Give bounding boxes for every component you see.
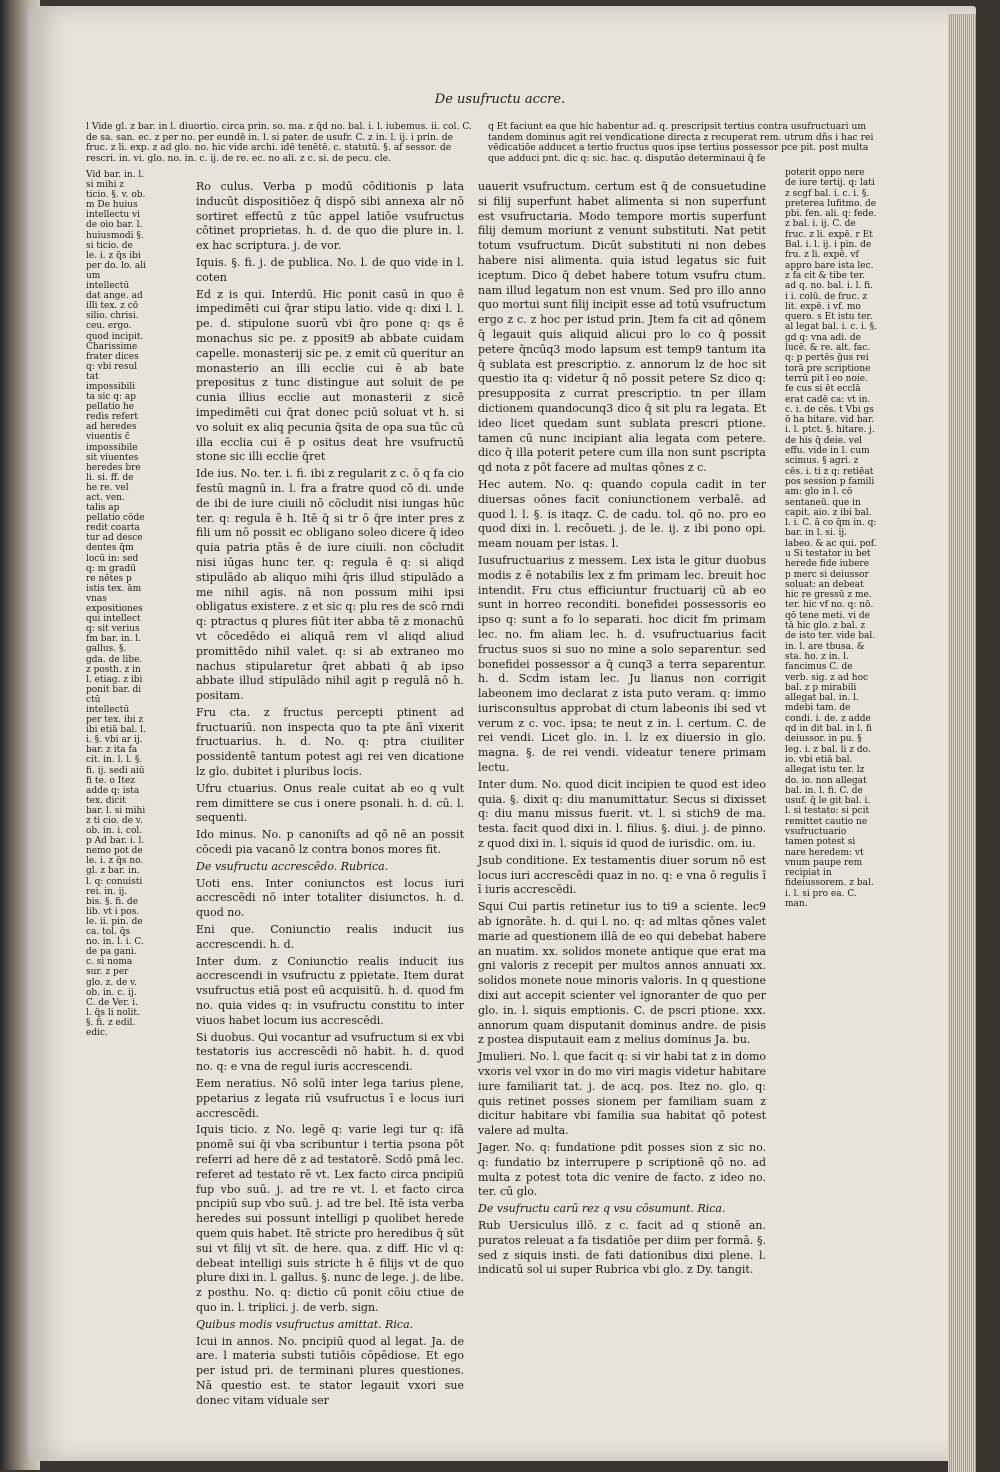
paragraph: Hec autem. No. q: quando copula cadit in ter diuersas oōnes facit coniunctionem verbalē. ad quod l. l. §. is itaqz. C. de cadu. tol. qō no. pro eo quod dixi in. l. recōueti. j. de le. ij. z ibi pono opi. meam nouam per istas. l. [478,477,766,551]
paragraph: Eem neratius. Nō solū inter lega tarius plene, ppetarius z legata riū vsufructus ī e locus iuri accrescēdi. [196,1077,464,1120]
running-title: De usufructu accre. [434,92,566,107]
paragraph: Squi Cui partis retinetur ius to ti9 a sciente. lec9 ab ignorāte. h. d. qui l. no. q: ad mltas qōnes valet marie ad questionem illā de eo qui debebat habere an nuatim. xx. solidos monete antique que erat ma gni valoris z recepit per multos annos annuati xx. solidos monete noue minoris valoris. In q questione dixi aut accepit scienter vel ignoranter de quo per glo. in. l. siquis emptionis. C. de pscri ptione. xxx. annorum quam disputanit dominus andre. de pisis z postea disputauit eam z melius dominus Ja. bu. [478,900,766,1047]
paragraph: Iusufructuarius z messem. Lex ista le gitur duobus modis z ē notabilis lex z fm primam lec. breuit hoc intendit. Fru ctus efficiuntur fructuarij cū ab eo sunt in horreo reconditi. bonefidei possessoris eo ipso q: sunt a fo lo separati. hoc dicit fm primam lec. no. fm aliam lec. h. d. vsufructuarius facit fructus suos si suo no mine a solo separentur. sed bonefidei possessor a q̄ cunq3 a terra separentur. h. d. Scdm istam lec. Ju lianus non corrigit labeonem imo declarat z ista puto veram. q: immo iurisconsultus approbat di ctum labeonis ibi sed vt verum z c. voc. ipsa; te neut z in. l. certum. C. de rei vendi. Licet glo. in. l. lz ex diuersio in glo. magna. §. de rei vendi. videatur tenere primam lectu. [478,553,766,775]
page-edge-stack [948,14,976,1472]
main-column-left [196,180,464,1407]
paragraph: Jmulieri. No. l. que facit q: si vir habi tat z in domo vxoris vel vxor in do mo viri magis videtur habitare iure familiarit tat. j. de acq. pos. Itez no. glo. q: quis retinet posses sionem per familiam suam z dicitur habitare vbi familia sua habitat qō potest valere ad multa. [478,1050,766,1138]
paragraph: Uoti ens. Inter coniunctos est locus iuri accrescēdi nō inter totaliter disiunctos. h. d. quod no. [196,876,464,920]
paragraph: Jsub conditione. Ex testamentis diuer sorum nō est locus iuri accrescēdi quaz in no. q: e vna ō regulis ī ī iuris accrescēdi. [478,853,766,897]
paragraph: Ed z is qui. Interdū. Hic ponit casū in quo ē impedimēti cui q̄rar stipu latio. vide q: dixi l. l. pe. d. stipulone suorū vbi q̄ro pone q: qs ē monachus sic pe. z pposit9 ab abbate cuidam capelle. monasterij sic pe. z emit cū queritur an monasterio an illi ecclie cui ē ab bate prepositus z tunc distingue aut soluit de pe cunia illius ecclie aut monasterii z sicē impedimēti cui q̄rat donec pciū soluat vt h. si vo soluit ex aliq pecunia q̄sita de opa sua tūc cū illa ecclia cui ē p ositus deat hre vsufructū stone sic illi ecclie q̄ret [196,287,464,464]
paragraph: Iquis ticio. z No. legē q: varie legi tur q: ifā pnomē sui q̄i vba scribuntur i tertia psona pōt referri ad here dē z ad testatorē. Scdō pmā lec. referet ad testato rē vt. Lex facto circa pncipiū fup vbo suū. j. ad tre re vt. l. et facto circa pncipiū sup vbo suū. j. ad tre bel. Itē ista verba heredes sui possunt intelligi p quolibet herede quem quis habet. Itē stricte pro heredibus q̄ sūt sui vt filij vt sīt. de here. qua. z diff. Hic vl q: debeat intelligi suis stricte h ē filijs vt de quo plure dixi in. l. gallus. §. nunc de lege. j. de libe. z posthu. No. q: dictio cū ponit cōiu ctiue de quo in. l. triplici. j. de verb. sign. [196,1123,464,1314]
paragraph: Ufru ctuarius. Onus reale cuitat ab eo q vult rem dimittere se cus i onere psonali. h. d. cū. l. sequenti. [196,781,464,825]
rubric-heading: De vsufructu accrescēdo. Rubrica. [196,859,389,873]
paragraph: Inter dum. No. quod dicit incipien te quod est ideo quia. §. dixit q: diu manumittatur. Secus si dixisset q: diu manu missus fuerit. vt. l. si stich9 de ma. testa. facit quod dixi in. l. filius. §. diui. j. de pinno. z quod dixi in. l. siquis id quod de iurisdic. om. iu. [478,777,766,851]
paragraph: Rub Uersiculus illō. z c. facit ad q stionē an. puratos releuat a fa tisdatiōe per diim per formā. §. sed z siquis insti. de fati dationibus dixi plene. l. indicatū sol ui super Rubrica vbi glo. z Dy. tangit. [478,1218,766,1277]
main-column-right [478,180,766,1300]
paragraph: Iquis. §. fi. j. de publica. No. l. de quo vide in l. coten [196,255,464,284]
rubric-heading: Quibus modis vsufructus amittat. Rica. [196,1317,414,1331]
top-gloss-left: l Vide gl. z bar. in l. diuortio. circa prin. so. ma. z q̄d no. bal. i. l. iubemus. ii. col. C. de sa. san. ec. z per no. per eundē in. l. si pater. de usufr. C. z in. l. ij. i prin. de fruc. z li. exp. z ad glo. no. hic vide archi. idē tenētē. c. statutū. §. af sessor. de rescri. in. vi. glo. no. in. c. ij. de re. ec. no ali. z c. si. de pecu. cle. [86,121,472,164]
paragraph: Eni que. Coniunctio realis inducit ius accrescendi. h. d. [196,923,464,951]
rubric-heading: De vsufructu carū rez q vsu cōsumunt. Rica. [478,1202,726,1216]
paragraph: Ro culus. Verba p modū cōditionis p lata inducūt dispositiōez q̄ dispō sibi annexa alr nō sortiret effectū z tūc appel latiōe vsufructus cōtinet proprietas. h. d. de quo die plure in. l. ex hac scriptura. j. de vor. [196,180,464,253]
top-gloss-right: q Et faciunt ea que hic habentur ad. q. prescripsit tertius contra usufructuari um tandem dominus agit rei vendicatione directa z recuperat rem. utrum dñs i hac rei vēdicatiōe adducet a tertio fructus quos ipse tertius possessor pce pit. post multa que adduci pnt. dic q: sic. hac. q. disputāo determinaui q̄ fe [488,121,874,164]
right-margin-gloss: poterit oppo nere de iure tertij. q: lati z scgf bal. i. c. i. §. preterea lufitmo. de pbi. fen. ali. q: fede. z bal. i. ij. C. de fruc. z li. expē. r Et Bal. i. l. ij. i pin. de fru. z li. expē. vf appro bare ista lec. z fa cit & tibe ter. ad q. no. bal. i. l. fi. i i. colū. de fruc. z lit. expē. i vf. mo quero. s Et istu ter. al legat bal. i. c. i. §. gd q: vna adi. de lucē. & re. alt. fac. q: p pertēs ḡus rei torā pre scriptione ṫerrū pit ī eo noie. fe cus si ēt ecclā erat cadē ca: vt in. c. i. de cēs. t Vbi gs ō ha bitare. vid bar. i. l. ptct. §. hitare. j. de his q̄ deie. vel effu. vide in l. cum scimus. § agri. z cēs. i. ti z q: retiēat pos session p famili am: glo in l. cō sentaneū. que in capit. aio. z ibi bal. l. i. C. ā co q̄m in. q: bar. in l. si. ij. labeo. & ac qui. pof. u Si testator iu bet herede fide iubere p merc si deiussor soluat: an debeat hic re gressū z me. ter. hic vf no. q: nō. qō tene meti. vi de tā hic glo. z bal. z de isto ter. vide bal. in. l. are tbusa. & sta. ho. z in. l. fancimus C. de verb. sig. z ad hoc bal. z p mirabili allegat bal. in. l. mdebi tam. de condi. i. de. z adde qd in dit bal. in l. fi deiussor. in pu. § leg. i. z bal. li z do. io. vbi etiā bal. allegat istu ter. lz do. io. non allegat bal. in. l. fi. C. de usuf. q̄ le git bal. i. l. si testato: si pcit remittet cautio ne vsufructuario tamen potest si nare heredem: vt vnum paupe rem recipiat in fideiussorem. z bal. i. l. si pro ea. C. man. [785,168,877,910]
paragraph: Si duobus. Qui vocantur ad vsufructum si ex vbi testatoris ius accrescēdi nō habit. h. d. quod no. q: e vna de regul iuris accrescendi. [196,1030,464,1074]
paragraph: Icui in annos. No. pncipiū quod al legat. Ja. de are. l materia substi tutiōis cōpēdiose. Et ego per istud pri. de terminani plures questiones. Nā questio est. te stator legauit vxori sue donec vitam viduale ser [196,1334,464,1407]
paragraph: Fru cta. z fructus percepti ptinent ad fructuariū. non inspecta quo ta pte ānī vixerit fructuarius. h. d. No. q: ptra ciuiliter possidentē tantum potest agi rei ven dicatione lz glo. dubitet i pluribus locis. [196,705,464,779]
paragraph: Jager. No. q: fundatione pdit posses sion z sic no. q: fundatio bz interrupere p scriptionē qō no. ad multa z potest tota dic venire de facto. z ideo no. ter. cū glo. [478,1141,766,1199]
paragraph: Ide ius. No. ter. i. fi. ibi z regularit z c. ō q fa cio festū magnū in. l. fra a fratre quod cō di. unde de ibi de iure ciuili nō cōcludit nisi iungas hūc ter. q: regula ē h. Itē q̄ si tr ō q̄re inter pres z fili um nō possit ec obligano soleo dicere q̄ ideo quia patria ptās ē de iure ciuili. non cōcludit nisi iūgas hunc ter. q: regula ē q: si aliqd stipulādo ab aliquo mihi q̄ris illud stipulādo a me nihil agis. nā non possum mihi ipsi obligatus existere. z et sic q: plu res de scō rndi q: ptractus q plures fiūt iter abba tē z monachū vt cōcedēdo ei aliquā rem vl aliqd aliud promittēdo nihil valet. q: si ab extraneo mo nachus stipularetur q̄ret abbati q̄ ab ipso abbate illud stipulādo nihil agit p regulā nō h. positam. [196,467,464,703]
paragraph: uauerit vsufructum. certum est q̄ de consuetudine si filij superfunt habet alimenta si non superfunt est vsufructaria. Modo tempore mortis superfunt filij demum moriunt z venunt substituti. Nat petit totum vsufructum. Dicūt substituti ni non debes habere nisi alimenta. quia istud legatus sic fuit iceptum. Dico q̄ debet habere totum vsufru ctum. nam illud legatum non est vnum. Sed pro illo anno quo mortui sunt filij incipit esse ad totū vsufructum ergo z c. z hoc per istud prin. Jtem fa cit ad qōnem q̄ legauit quis aliquid alicui pro lo co q̄ possit petere q̄ncūq3 modo lapsum est temp9 tantum ita q̄ sublata est prescriptio. z. annorum lz de hoc sit questio ita q: videtur q̄ nō possit petere Sz dico q: presupposita z currat prescriptio. tn per illam dictionem quandocunq3 dico q̄ sit plu ra legata. Et ideo licet quedam sunt sublata prescri ptione. tamen cū nunc incipiant alia legata com petere. dico q̄ illa poterit petere cum illa non sunt pscripta qd nota z pōt facere ad multas qōnes z c. [478,180,766,475]
left-margin-gloss: Vid bar. in. l. si mihi z ticio. §. v. ob. m De huius intellectu vi de oio bar. l. huiusmodi §. si ticio. de le. i. z q̄s ibi per do. lo. ali um intellectū dat ange. ad illi tex. z cō silio. chrisi. ceu. ergo. quod incipit. Charissime frater dices q: vbi resul tat impossibili ta sic q: ap pellatio he redis refert ad heredes viuentis c̄ impossibile sit viuentes heredes bre li. si. ff. de he re. vel act. ven. talis ap pellatio cōde redit coarta tur ad desce dentes q̄m locū in: sed q: m gradū re nētes p istis tex. ām vnas expositiones qui intellect q: sit verius fm bar. in. l. gallus. §. gda. de libe. z posth. z in l. etiag. z ibi ponit bar. di ctū intellectū per tex. ibi z ibi etiā bal. l. i. §. vbi ar ij. bar. z ita fa cit. in. l. l. §. fi. ij. sedi aiū fi te. o Itez adde q: ista tex. dicit bar. l. si mihi z ti cio. de v. ob. in. i. col. p Ad bar. i. l. nemo pot de le. i. z q̄s no. gl. z bar. in. l. q: conuisti rei. in. ij. bis. §. fi. de lib. vt i pos. le. ii. pin. de ca. tol. q̄s no. in. l. i. C. de pa gani. c. si noma sur. z per glo. z. de v. ob. in. c. ij. C. de Ver. i. l. q̄s li nolit. §. fi. z edil. edic. [86,170,146,1038]
paragraph: Inter dum. z Coniunctio realis inducit ius accrescendi in vsufructu z ppietate. Item durat vsufructus etiā post eū acquisitū. h. d. quod fm no. quia vides q: in vsufructu constitu to inter viuos habet locum ius accrescēdi. [196,954,464,1027]
paragraph: Ido minus. No. p canoniſts ad qō̄ nē an possit cōcedi pia vacanō lz contra bonos mores fit. [196,828,464,857]
